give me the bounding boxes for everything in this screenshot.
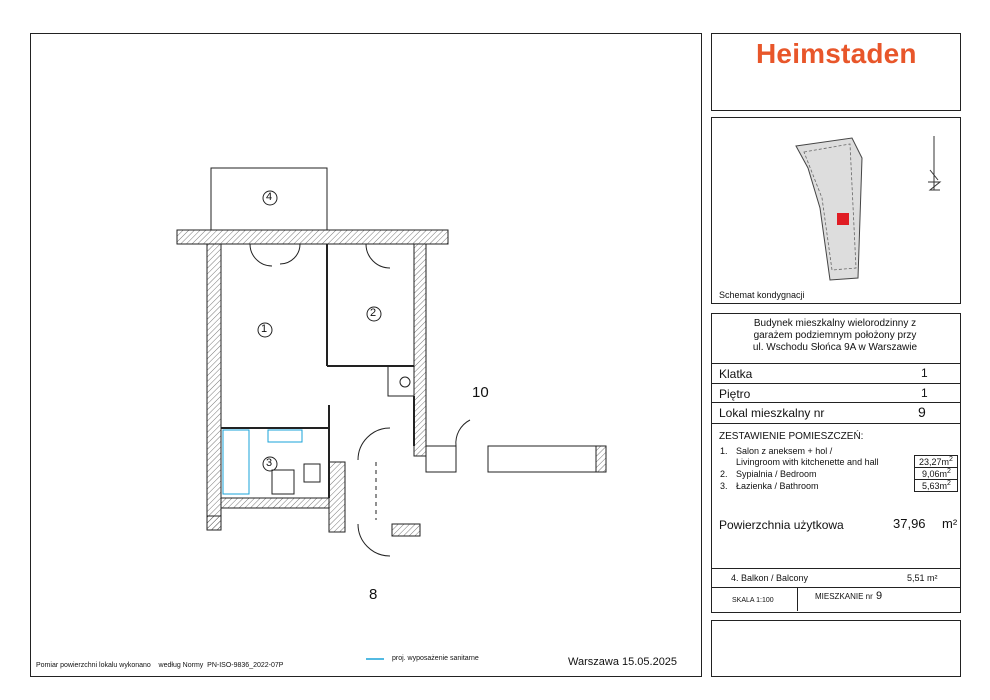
building-line-2: garażem podziemnym położony przy (753, 330, 917, 341)
balcony-value: 5,51 m² (907, 573, 938, 583)
floor-value: 1 (921, 386, 928, 400)
room-1-name: Salon z aneksem + hol / (736, 446, 833, 456)
usable-area-unit: m² (942, 516, 958, 531)
room-3-name: Łazienka / Bathroom (736, 481, 819, 491)
building-line-3: ul. Wschodu Słońca 9A w Warszawie (752, 342, 918, 353)
right-wall (414, 244, 426, 456)
unit-value: 9 (918, 404, 926, 420)
unit-label: Lokal mieszkalny nr (719, 406, 825, 420)
drawing-date: Warszawa 15.05.2025 (568, 656, 678, 668)
room-2-name: Sypialnia / Bedroom (736, 469, 817, 479)
room-2-no: 2. (720, 469, 728, 479)
room-3-area: $5,63m^2$ (922, 480, 951, 491)
room-3-no: 3. (720, 481, 728, 491)
stair-label: 8 (369, 586, 378, 603)
room-label-1: 1 (261, 323, 268, 335)
room-1-no: 1. (720, 446, 728, 456)
bottom-wall (221, 498, 329, 508)
top-wall (177, 230, 448, 244)
room-label-3: 3 (266, 457, 273, 469)
scale-label: SKALA 1:100 (732, 597, 774, 604)
left-wall (207, 244, 221, 530)
key-plan (712, 118, 960, 288)
room-2-area: $9,06m^2$ (922, 468, 951, 479)
usable-area-label: Powierzchnia użytkowa (719, 518, 844, 532)
key-plan-caption: Schemat kondygnacji (719, 290, 805, 300)
stamp-box (711, 620, 961, 677)
apartment-value: 9 (876, 590, 883, 602)
staircase-label: Klatka (719, 367, 753, 381)
room-1-area: $23,27m^2$ (919, 456, 953, 467)
floor-label: Piętro (719, 387, 751, 401)
usable-area-value: 37,96 (893, 516, 926, 531)
building-line-1: Budynek mieszkalny wielorodzinny z (753, 318, 917, 329)
balcony-label: 4. Balkon / Balcony (731, 573, 809, 583)
corridor-label: 10 (472, 384, 489, 401)
heimstaden-logo: Heimstaden (756, 38, 917, 69)
key-plan-unit-marker (837, 213, 849, 225)
room-label-4: 4 (266, 191, 273, 203)
room-1-name-en: Livingroom with kitchenette and hall (736, 457, 879, 467)
rooms-heading: ZESTAWIENIE POMIESZCZEŃ: (719, 431, 864, 442)
room-label-2: 2 (370, 307, 377, 319)
sanitary-legend: proj. wyposażenie sanitarne (392, 655, 479, 662)
measurement-note: Pomiar powierzchni lokalu wykonano według Normy PN-ISO-9836_2022-07P (36, 662, 284, 669)
apartment-label: MIESZKANIE nr (815, 592, 873, 601)
staircase-value: 1 (921, 366, 928, 380)
